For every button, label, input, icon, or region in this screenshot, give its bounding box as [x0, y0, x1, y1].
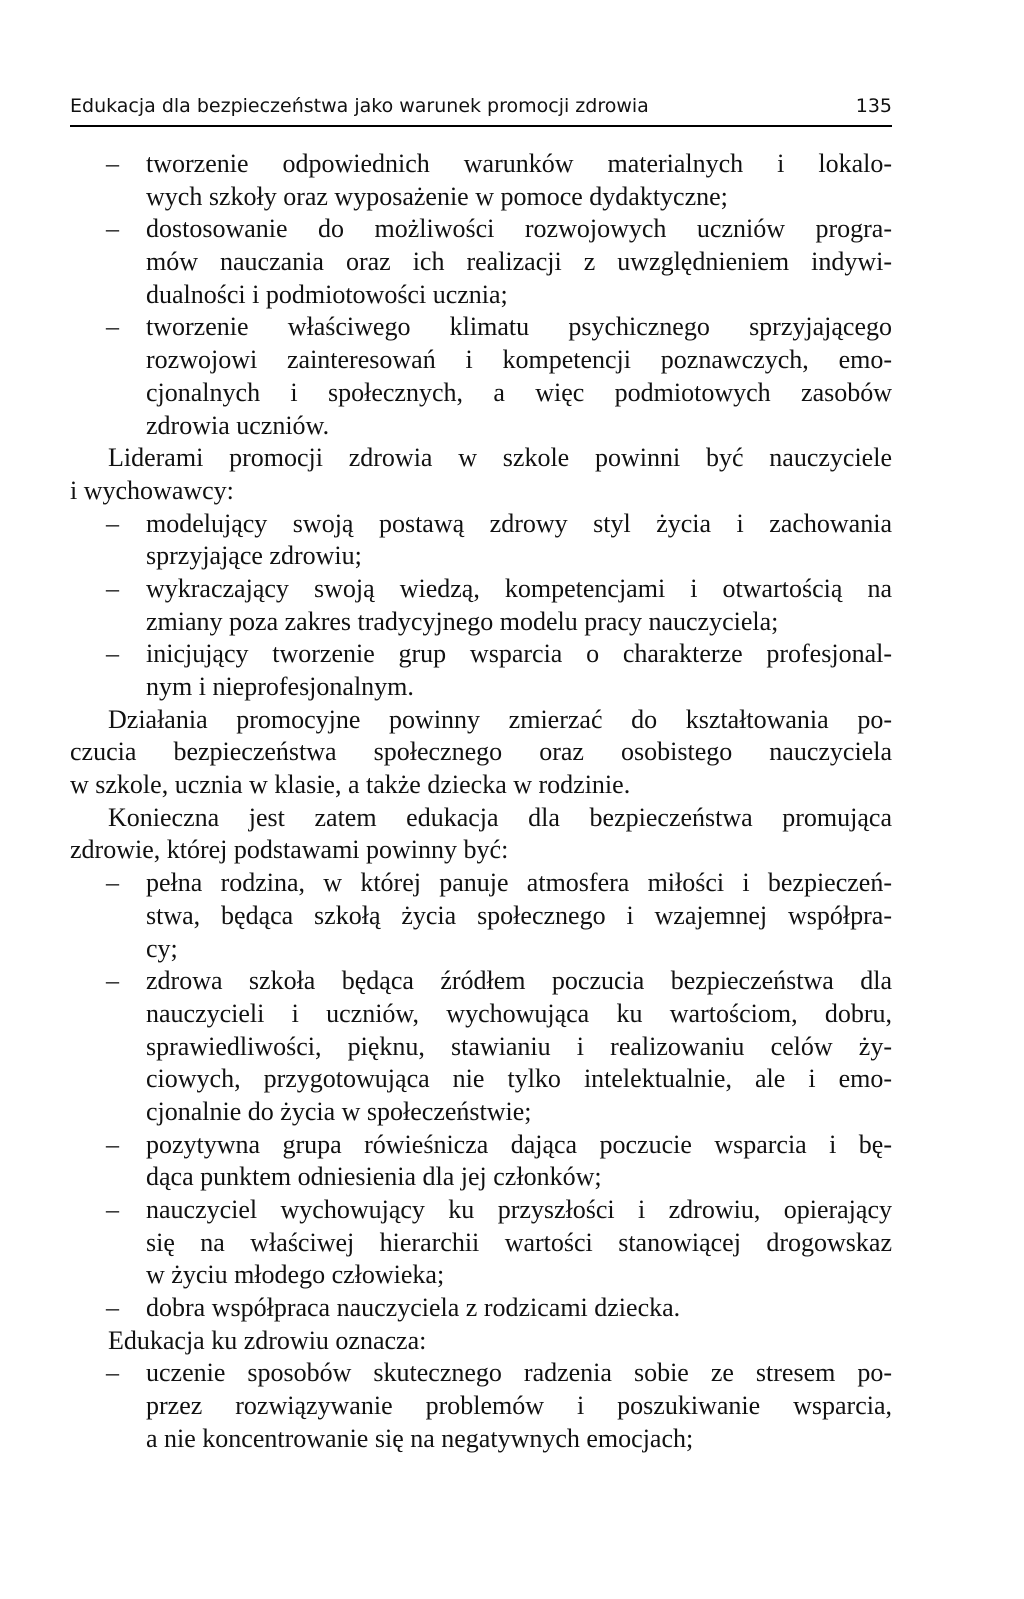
list-dash: – — [106, 1293, 119, 1323]
list-item-line — [70, 1292, 892, 1325]
list-item-line: nauczycieli i uczniów, wychowująca ku wartościom, dobru, — [146, 998, 892, 1028]
list-item-line: zdrowia uczniów. — [146, 410, 330, 440]
list-item-line — [70, 1129, 892, 1162]
list-item-line — [70, 508, 892, 541]
list-item-line: cjonalnie do życia w społeczeństwie; — [146, 1096, 532, 1126]
running-header — [70, 95, 892, 127]
paragraph-line: Działania promocyjne powinny zmierzać do kształtowania po- — [108, 704, 892, 734]
body-text — [70, 148, 892, 1456]
list-dash: – — [106, 639, 119, 669]
list-dash: – — [106, 868, 119, 898]
list-item-line — [70, 148, 892, 181]
paragraph-line: Edukacja ku zdrowiu oznacza: — [108, 1325, 427, 1355]
list-dash: – — [106, 573, 119, 603]
line-text: uczenie sposobów skutecznego radzenia sobie ze stresem po- — [146, 1358, 892, 1388]
paragraph-line: zdrowie, której podstawami powinny być: — [70, 835, 509, 865]
list-item-line — [70, 867, 892, 900]
paragraph-line: Liderami promocji zdrowia w szkole powinni być nauczyciele — [108, 443, 892, 473]
page-number: 135 — [855, 95, 892, 117]
list-item-line: stwa, będąca szkołą życia społecznego i wzajemnej współpra- — [146, 900, 892, 930]
line-text: modelujący swoją postawą zdrowy styl życia i zachowania — [146, 508, 892, 538]
paragraph-line: Konieczna jest zatem edukacja dla bezpieczeństwa promująca — [108, 802, 892, 832]
list-item-line: sprawiedliwości, pięknu, stawianiu i realizowaniu celów ży- — [146, 1031, 892, 1061]
list-item-line: cy; — [146, 933, 178, 963]
list-item-line: cjonalnych i społecznych, a więc podmiotowych zasobów — [146, 377, 892, 407]
line-text: wykraczający swoją wiedzą, kompetencjami i otwartością na — [146, 573, 892, 603]
line-text: inicjujący tworzenie grup wsparcia o charakterze profesjonal- — [146, 639, 892, 669]
list-dash: – — [106, 966, 119, 996]
paragraph-line: czucia bezpieczeństwa społecznego oraz osobistego nauczyciela — [70, 737, 892, 767]
header-title: Edukacja dla bezpieczeństwa jako warunek promocji zdrowia — [70, 95, 649, 117]
list-item-line — [70, 965, 892, 998]
list-item-line: sprzyjające zdrowiu; — [146, 541, 362, 571]
list-item-line: dualności i podmiotowości ucznia; — [146, 279, 508, 309]
list-item-line: dąca punktem odniesienia dla jej członków; — [146, 1162, 602, 1192]
list-item-line: rozwojowi zainteresowań i kompetencji poznawczych, emo- — [146, 345, 892, 375]
list-item-line: wych szkoły oraz wyposażenie w pomoce dydaktyczne; — [146, 181, 728, 211]
list-item-line: a nie koncentrowanie się na negatywnych emocjach; — [146, 1423, 694, 1453]
list-item-line: zmiany poza zakres tradycyjnego modelu pracy nauczyciela; — [146, 606, 779, 636]
list-dash: – — [106, 1195, 119, 1224]
list-item-line — [70, 573, 892, 606]
list-item-line — [70, 1194, 892, 1227]
list-item-line: nym i nieprofesjonalnym. — [146, 672, 414, 701]
line-text: pozytywna grupa rówieśnicza dająca poczucie wsparcia i bę- — [146, 1129, 892, 1159]
list-dash: – — [106, 508, 119, 538]
list-dash: – — [106, 312, 119, 342]
list-dash: – — [106, 214, 119, 244]
line-text: zdrowa szkoła będąca źródłem poczucia bezpieczeństwa dla — [146, 966, 892, 996]
list-dash: – — [106, 149, 119, 178]
list-item-line — [70, 311, 892, 344]
line-text: dostosowanie do możliwości rozwojowych uczniów progra- — [146, 214, 892, 244]
list-item-line: przez rozwiązywanie problemów i poszukiwanie wsparcia, — [146, 1391, 892, 1421]
line-text: nauczyciel wychowujący ku przyszłości i zdrowiu, opierający — [146, 1195, 892, 1224]
line-text: dobra współpraca nauczyciela z rodzicami dziecka. — [146, 1293, 681, 1323]
list-item-line: ciowych, przygotowująca nie tylko intelektualnie, ale i emo- — [146, 1064, 892, 1094]
list-item-line — [70, 1357, 892, 1390]
list-item-line: mów nauczania oraz ich realizacji z uwzględnieniem indywi- — [146, 247, 892, 277]
paragraph-line: i wychowawcy: — [70, 475, 234, 505]
list-item-line — [70, 638, 892, 671]
list-item-line: się na właściwej hierarchii wartości stanowiącej drogowskaz — [146, 1227, 892, 1257]
line-text: pełna rodzina, w której panuje atmosfera miłości i bezpieczeń- — [146, 868, 892, 898]
list-dash: – — [106, 1129, 119, 1159]
list-item-line — [70, 213, 892, 246]
line-text: tworzenie odpowiednich warunków materialnych i lokalo- — [146, 149, 892, 178]
line-text: tworzenie właściwego klimatu psychicznego sprzyjającego — [146, 312, 892, 342]
list-dash: – — [106, 1358, 119, 1388]
list-item-line: w życiu młodego człowieka; — [146, 1260, 445, 1290]
paragraph-line: w szkole, ucznia w klasie, a także dziecka w rodzinie. — [70, 770, 631, 800]
